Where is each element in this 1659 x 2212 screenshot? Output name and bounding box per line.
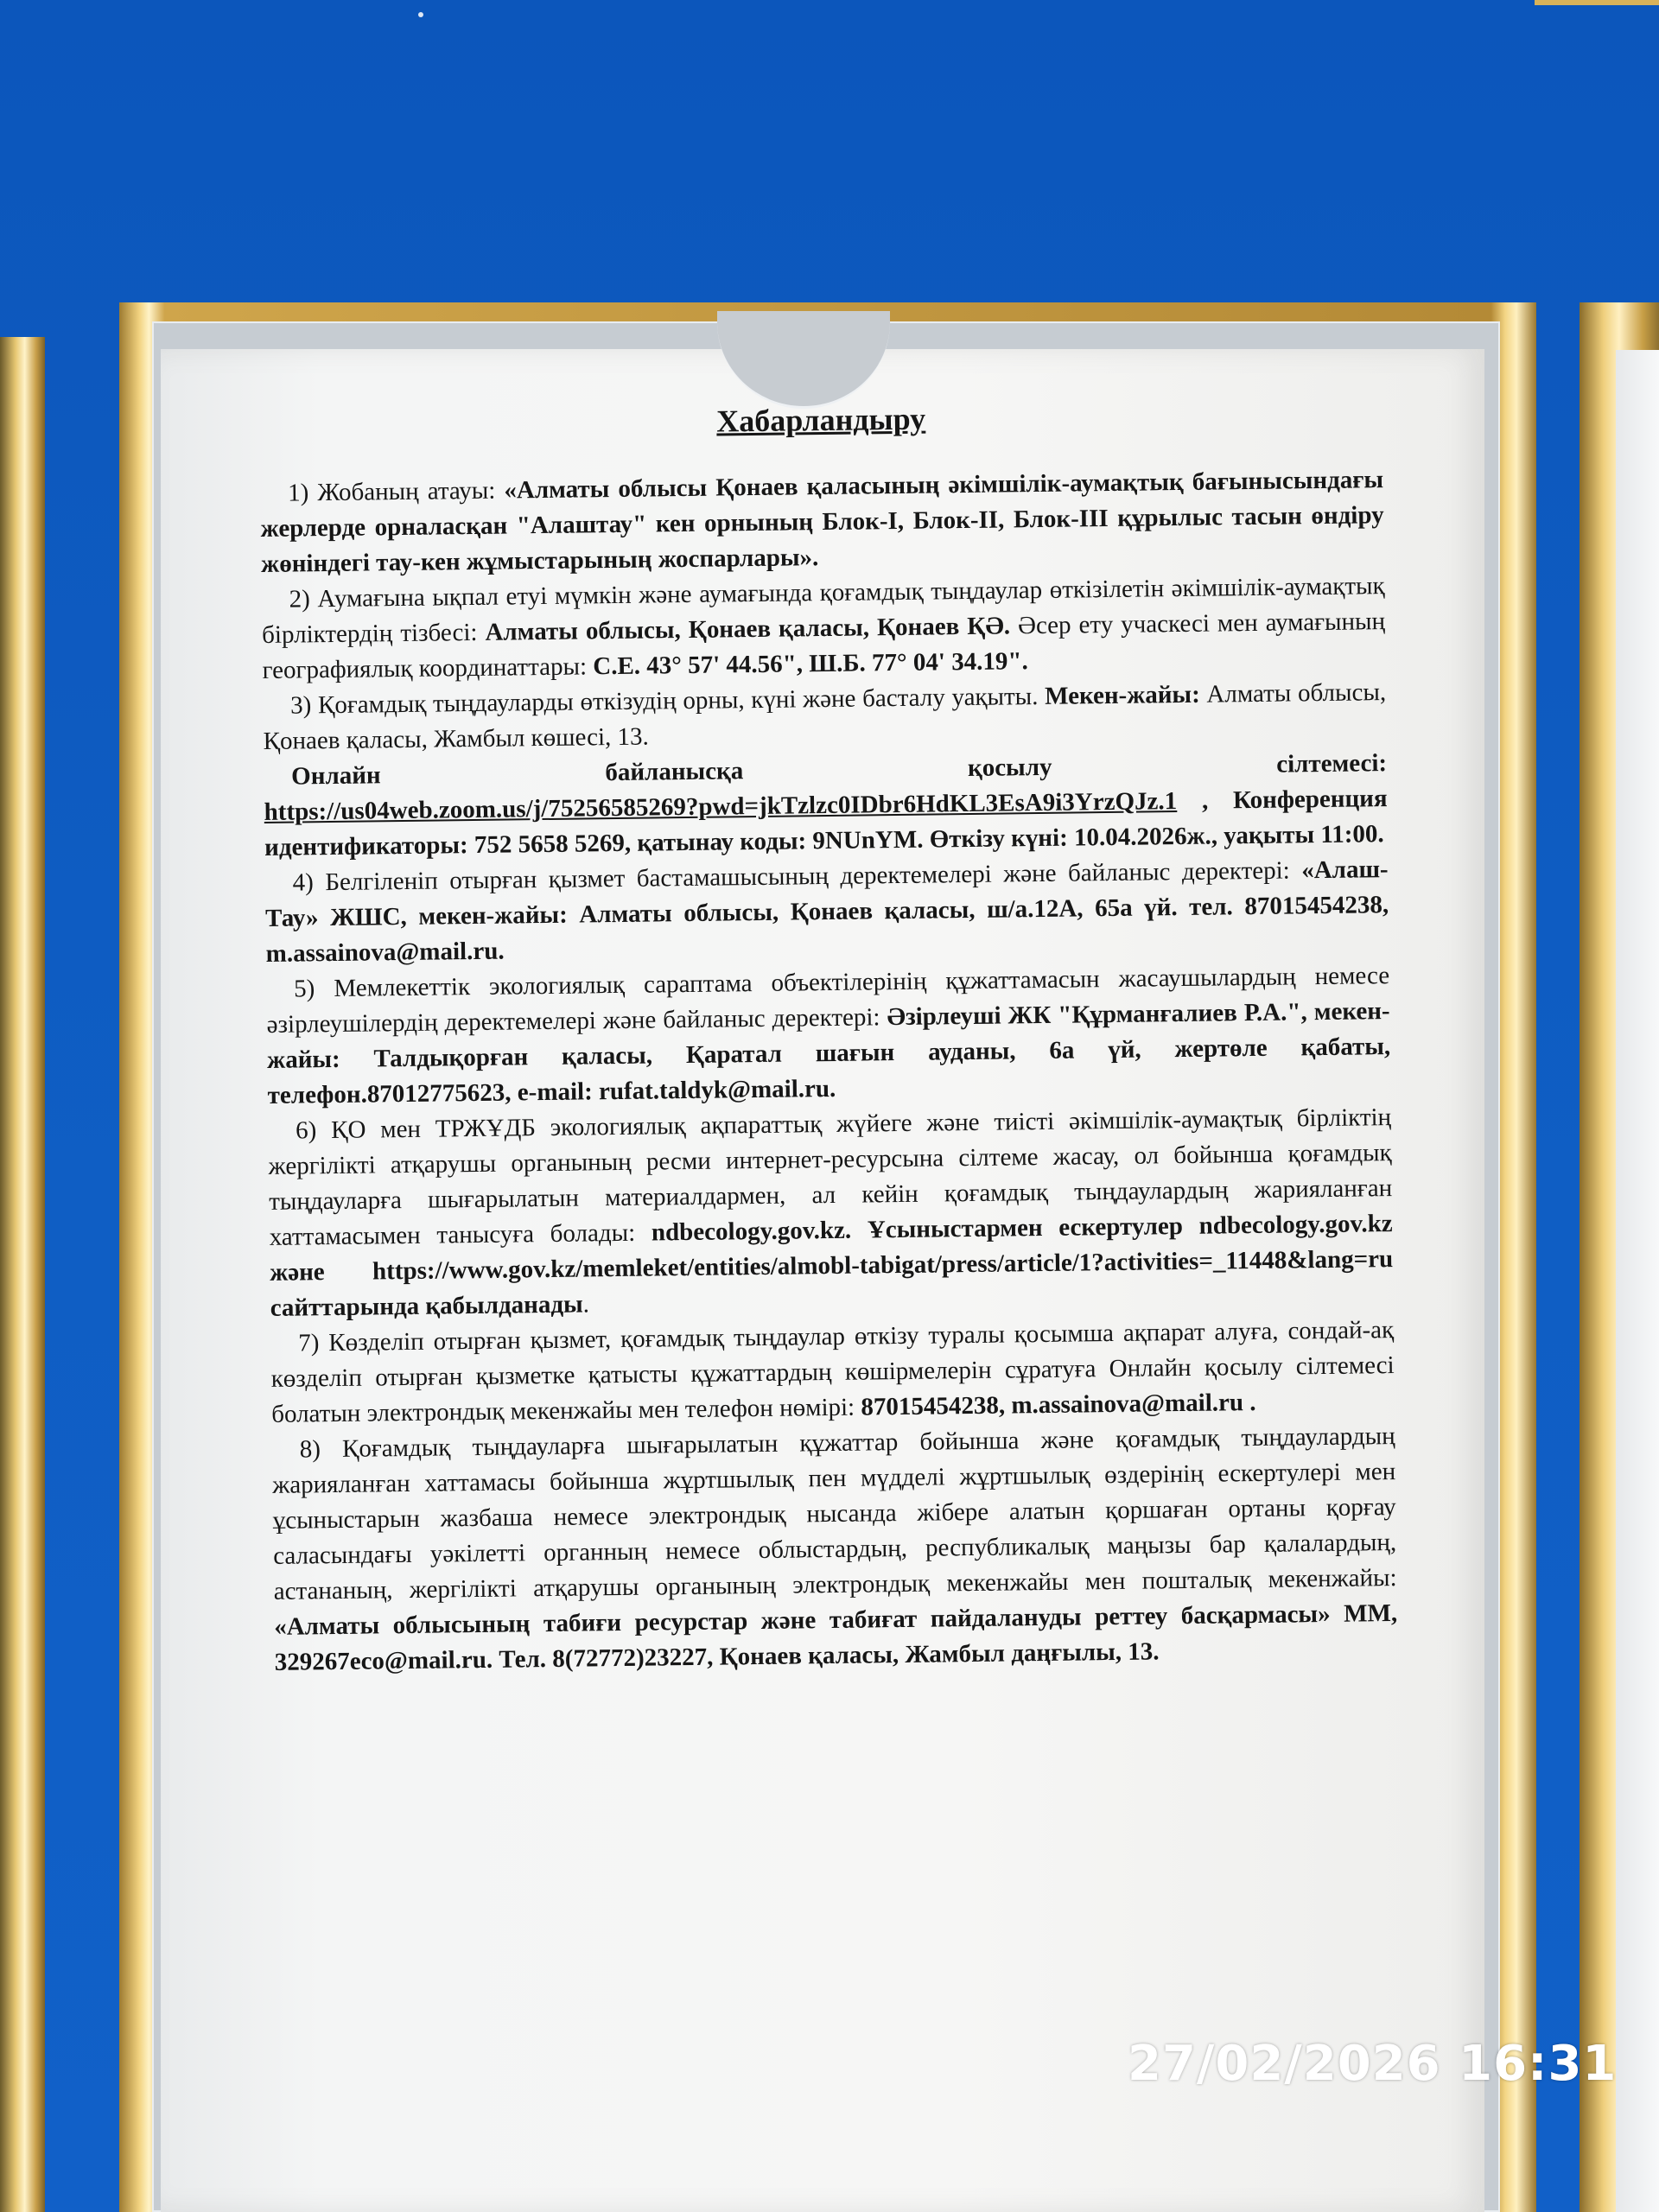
territory-list: Алматы облысы, Қонаев қаласы, Қонаев ҚӘ. — [485, 612, 1011, 646]
paragraph-7 — [270, 1313, 1395, 1433]
address-label: Мекен-жайы: — [1044, 680, 1200, 710]
hearing-address: Алматы облысы, Қонаев қаласы, Жамбыл көшесі, 13. — [263, 678, 1387, 755]
online-link-label: Онлайн байланысқа қосылу сілтемесі: — [290, 749, 1388, 791]
project-name: «Алматы облысы Қонаев қаласының әкімшілік-аумақтық бағынысындағы жерлерде орналасқан "Алаштау" кен орнының Блок-I, Блок-II, Блок-III құрылыс тасын өндіру жөніндегі тау-кен жұмыстарының жоспарлары». — [260, 466, 1384, 578]
paragraph-1 — [260, 462, 1384, 582]
initiator-details: «Алаш-Тау» ЖШС, мекен-жайы: Алматы облысы, Қонаев қаласы, ш/а.12А, 65а үй. тел. 87015454238, m.assainova@mail.ru. — [265, 855, 1389, 968]
paragraph-6-end: . — [582, 1290, 590, 1319]
hearing-date: Өткізу күні: 10.04.2026ж., уақыты 11:00. — [929, 820, 1384, 854]
conference-id: , Конференция идентификаторы: 752 5658 5269, қатынау коды: 9NUnYM. — [264, 785, 1388, 861]
announcement-document — [259, 396, 1398, 1681]
authority-details: «Алматы облысының табиғи ресурстар және табиғат пайдалануды реттеу басқармасы» ММ, 329267eco@mail.ru. Тел. 8(72772)23227, Қонаев қаласы, Жамбыл даңғылы, 13. — [274, 1599, 1398, 1676]
board-pin-dot — [418, 12, 423, 17]
paragraph-5-lead: 5) Мемлекеттік экологиялық сараптама объектілерінің құжаттамасын жасаушылардың немесе әзірлеушілердің деректемелері және байланыс деректері: — [266, 962, 1390, 1039]
paragraph-3-link — [264, 781, 1388, 866]
right-neighbour-paper — [1616, 350, 1659, 2212]
paragraph-6 — [268, 1100, 1394, 1326]
geo-coordinates: С.Е. 43° 57' 44.56", Ш.Б. 77° 04' 34.19". — [593, 647, 1029, 681]
corner-frame-edge — [1535, 0, 1659, 5]
left-neighbour-frame — [0, 337, 45, 2212]
developer-details: Әзірлеуші ЖК "Құрманғалиев Р.А.", мекен-жайы: Талдықорған қаласы, Қаратал шағын ауданы, 6а үй, жертөле қабаты, телефон.87012775623, e-mail: rufat.taldyk@mail.ru. — [267, 997, 1391, 1109]
paragraph-8 — [271, 1419, 1397, 1681]
photo-timestamp: 27/02/2026 16:31 — [1128, 2036, 1618, 2092]
paragraph-2 — [261, 569, 1385, 689]
ecology-links: ndbecology.gov.kz. Ұсыныстармен ескертулер ndbecology.gov.kz және https://www.gov.kz/memleket/entities/almobl-tabigat/press/article/1?activities=_11448&lang=ru сайттарында қабылданады — [270, 1210, 1394, 1322]
paragraph-3-lead: 3) Қоғамдық тыңдауларды өткізудің орны, күні және басталу уақыты. — [289, 682, 1046, 720]
zoom-link[interactable]: https://us04web.zoom.us/j/75256585269?pwd=jkTzlzc0IDbr6HdKL3EsA9i3YrzQJz.1 — [264, 787, 1178, 826]
paragraph-5 — [266, 958, 1391, 1114]
paragraph-2-mid: Әсер ету учаскесі мен аумағының географиялық координаттары: — [262, 607, 1386, 684]
paragraph-7-lead: 7) Көзделіп отырған қызмет, қоғамдық тыңдаулар өткізу туралы қосымша ақпарат алуға, сондай-ақ көзделіп отырған қызметке қатысты құжаттардың көшірмелерін сұратуға Онлайн қосылу сілтемесі болатын электрондық мекенжайы мен телефон нөмірі: — [270, 1316, 1395, 1428]
document-title: Хабарландыру — [715, 401, 926, 439]
paragraph-4-lead: 4) Белгіленіп отырған қызмет бастамашысының деректемелері және байланыс деректері: — [292, 856, 1302, 897]
paragraph-2-lead: 2) Аумағына ықпал етуі мүмкін және аумағында қоғамдық тыңдаулар өткізілетін әкімшілік-аумақтық бірліктердің тізбесі: — [261, 572, 1385, 649]
paragraph-8-lead: 8) Қоғамдық тыңдауларға шығарылатын құжаттар бойынша және қоғамдық тыңдаулардың жарияланған хаттамасы бойынша жұртшылық пен мүдделі жұртшылық өздерінің ескертулері мен ұсыныстарын жазбаша немесе электрондық нысанда жібере алатын қоршаған ортаны қорғау саласындағы уәкілетті органның немесе облыстардың, республикалық маңызы бар қалалардың, астананың, жергілікті атқарушы органының электрондық мекенжайы мен пошталық мекенжайы: — [272, 1422, 1397, 1605]
paragraph-6-lead: 6) ҚО мен ТРЖҰДБ экологиялық ақпараттық жүйеге және тиісті әкімшілік-аумақтық бірліктің жергілікті атқарушы органының ресми интернет-ресурсына сілтеме жасау, ол бойынша қоғамдық тыңдауларға шығарылатын материалдармен, ал кейін қоғамдық тыңдаулардың жарияланған хаттамасымен танысуға болады: — [268, 1103, 1393, 1251]
paragraph-4 — [264, 852, 1389, 972]
contact-info: 87015454238, m.assainova@mail.ru . — [861, 1388, 1256, 1421]
paragraph-3 — [263, 675, 1387, 760]
paragraph-1-lead: 1) Жобаның атауы: — [287, 476, 505, 507]
